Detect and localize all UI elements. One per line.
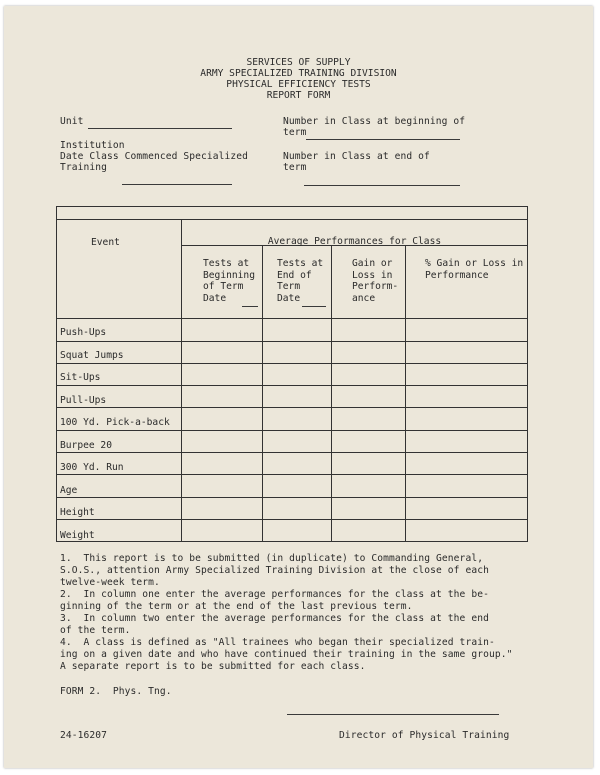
note-1-line-1: 1. This report is to be submitted (in duplicate) to Commanding General, <box>60 553 484 564</box>
training-label: Training <box>60 162 108 173</box>
class-end-label: Number in Class at end of <box>283 151 430 162</box>
date-commenced-line <box>122 184 232 185</box>
header-report-form: REPORT FORM <box>266 90 331 101</box>
event-sit-ups: Sit-Ups <box>60 372 101 383</box>
institution-label: Institution <box>60 140 125 151</box>
note-4-line-3: A separate report is to be submitted for each class. <box>60 661 366 672</box>
col-begin-header: Tests at Beginning of Term Date <box>203 258 255 304</box>
unit-line <box>88 128 232 129</box>
note-2-line-2: ginning of the term or at the end of the last previous term. <box>60 601 413 612</box>
event-push-ups: Push-Ups <box>60 327 107 338</box>
signature-line <box>287 714 499 715</box>
col-percent-header: % Gain or Loss in Performance <box>425 258 524 281</box>
event-header: Event <box>91 237 120 248</box>
signature-label: Director of Physical Training <box>339 730 510 741</box>
class-end-term-label: term <box>283 162 307 173</box>
print-code: 24-16207 <box>60 730 108 741</box>
note-1-line-2: S.O.S., attention Army Specialized Training Division at the close of each <box>60 565 489 576</box>
event-height: Height <box>60 507 95 518</box>
performance-table <box>56 206 528 542</box>
unit-label: Unit <box>60 116 84 127</box>
event-run: 300 Yd. Run <box>60 462 124 473</box>
note-2-line-1: 2. In column one enter the average performances for the class at the be- <box>60 589 489 600</box>
note-4-line-2: ing on a given date and who have continued their training in the same group." <box>60 649 513 660</box>
header-tests: PHYSICAL EFFICIENCY TESTS <box>226 79 371 90</box>
average-performances-header: Average Performances for Class <box>267 236 442 247</box>
header-services-of-supply: SERVICES OF SUPPLY <box>246 57 351 68</box>
event-weight: Weight <box>60 530 95 541</box>
class-begin-term-label: term <box>283 127 307 138</box>
event-pick-a-back: 100 Yd. Pick-a-back <box>60 417 170 428</box>
class-begin-label: Number in Class at beginning of <box>283 116 466 127</box>
class-end-line <box>304 185 460 186</box>
event-pull-ups: Pull-Ups <box>60 395 107 406</box>
col-gain-loss-header: Gain or Loss in Perform- ance <box>352 258 399 304</box>
event-squat-jumps: Squat Jumps <box>60 350 124 361</box>
note-1-line-3: twelve-week term. <box>60 577 160 588</box>
date-commenced-label: Date Class Commenced Specialized <box>60 151 249 162</box>
event-age: Age <box>60 485 78 496</box>
class-begin-line <box>306 139 460 140</box>
report-form-page <box>4 6 593 768</box>
note-3-line-2: of the term. <box>60 625 131 636</box>
col-end-header: Tests at End of Term Date <box>277 258 324 304</box>
form-id: FORM 2. Phys. Tng. <box>60 686 172 697</box>
note-3-line-1: 3. In column two enter the average performances for the class at the end <box>60 613 489 624</box>
header-division: ARMY SPECIALIZED TRAINING DIVISION <box>200 68 397 79</box>
note-4-line-1: 4. A class is defined as "All trainees who began their specialized train- <box>60 637 495 648</box>
event-burpee: Burpee 20 <box>60 440 112 451</box>
